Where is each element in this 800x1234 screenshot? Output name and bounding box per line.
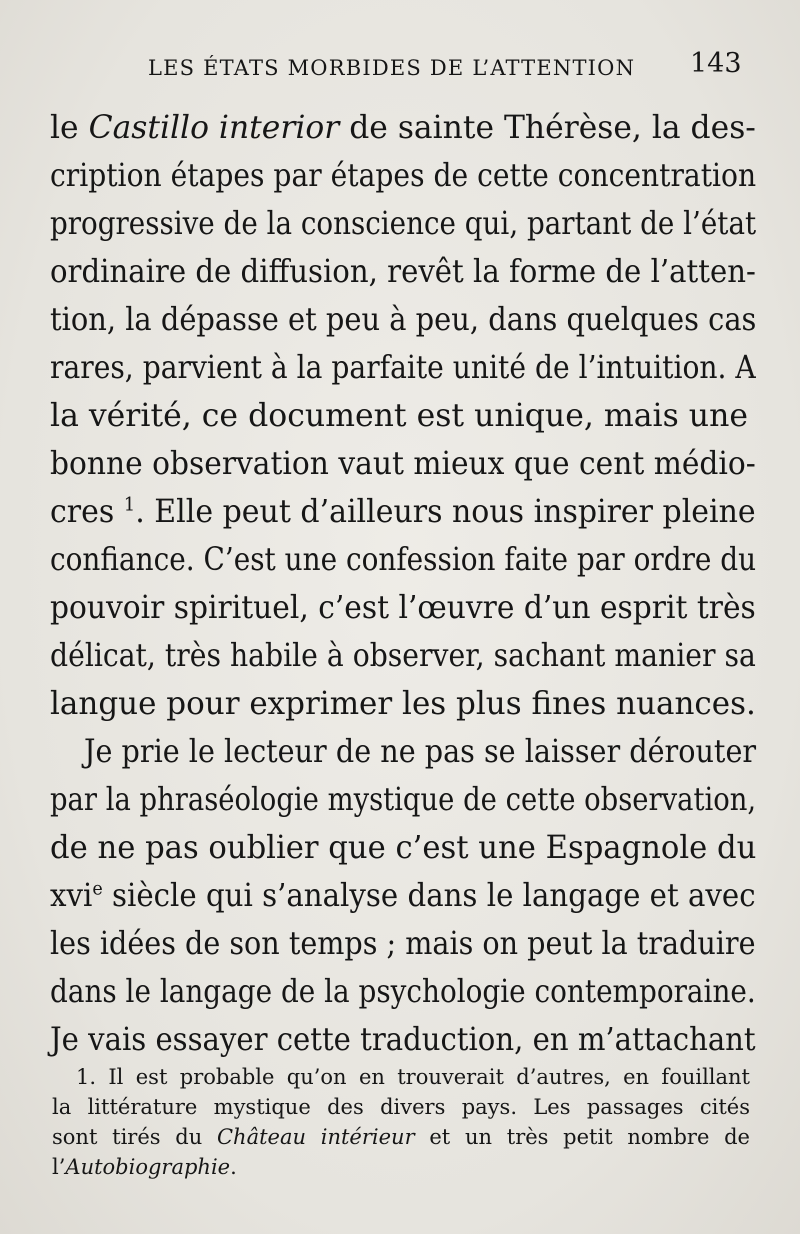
footnote-line xyxy=(52,1153,237,1181)
italic-title: Château intérieur xyxy=(216,1125,415,1149)
text-run: cres xyxy=(50,494,124,530)
body-line xyxy=(50,490,756,534)
body-line: progressive de la conscience qui, partant de l’état xyxy=(50,206,757,242)
body-line: dans le langage de la psychologie contemporaine. xyxy=(50,974,756,1010)
body-line: rares, parvient à la parfaite unité de l’intuition. A xyxy=(50,350,756,386)
italic-title: Autobiographie xyxy=(65,1155,231,1179)
text-run: sont tirés du xyxy=(52,1125,217,1149)
footnote-line: 1. Il est probable qu’on en trouverait d’autres, en fouillant xyxy=(76,1065,750,1089)
text-run: . xyxy=(230,1155,237,1179)
italic-title: Castillo interior xyxy=(88,110,340,146)
body-line: de ne pas oublier que c’est une Espagnole du xyxy=(50,830,757,866)
footnote-marker: 1 xyxy=(123,493,136,516)
body-line: Je prie le lecteur de ne pas se laisser dérouter xyxy=(84,734,757,770)
text-run: de sainte Thérèse, la des- xyxy=(339,110,756,146)
body-line: délicat, très habile à observer, sachant manier sa xyxy=(50,638,756,674)
body-line: confiance. C’est une confession faite par ordre du xyxy=(50,542,757,578)
body-line: Je vais essayer cette traduction, en m’attachant xyxy=(50,1022,756,1058)
text-run: l’ xyxy=(52,1155,66,1179)
text-run: siècle qui s’analyse dans le langage et avec xyxy=(102,878,756,914)
body-line: langue pour exprimer les plus fines nuances. xyxy=(50,686,756,722)
page-number: 143 xyxy=(690,48,742,79)
superscript: e xyxy=(92,877,103,900)
body-line: les idées de son temps ; mais on peut la traduire xyxy=(50,926,756,962)
text-run: et un très petit nombre de xyxy=(414,1125,750,1149)
running-title: LES ÉTATS MORBIDES DE L’ATTENTION xyxy=(148,56,636,80)
body-line: ordinaire de diffusion, revêt la forme de l’atten- xyxy=(50,254,756,290)
body-line: cription étapes par étapes de cette concentration xyxy=(50,158,757,194)
text-run: le xyxy=(50,110,89,146)
body-line: pouvoir spirituel, c’est l’œuvre d’un esprit très xyxy=(50,590,756,626)
body-line xyxy=(50,106,756,150)
body-line: tion, la dépasse et peu à peu, dans quelques cas xyxy=(50,302,757,338)
footnote-line: la littérature mystique des divers pays. Les passages cités xyxy=(52,1095,750,1119)
text-run: xvi xyxy=(50,878,93,914)
text-run: . Elle peut d’ailleurs nous inspirer pleine xyxy=(135,494,756,530)
footnote-line xyxy=(52,1123,750,1151)
body-line: bonne observation vaut mieux que cent médio- xyxy=(50,446,756,482)
body-line: la vérité, ce document est unique, mais une xyxy=(50,398,748,434)
body-line: par la phraséologie mystique de cette observation, xyxy=(50,782,757,818)
body-line xyxy=(50,874,756,918)
